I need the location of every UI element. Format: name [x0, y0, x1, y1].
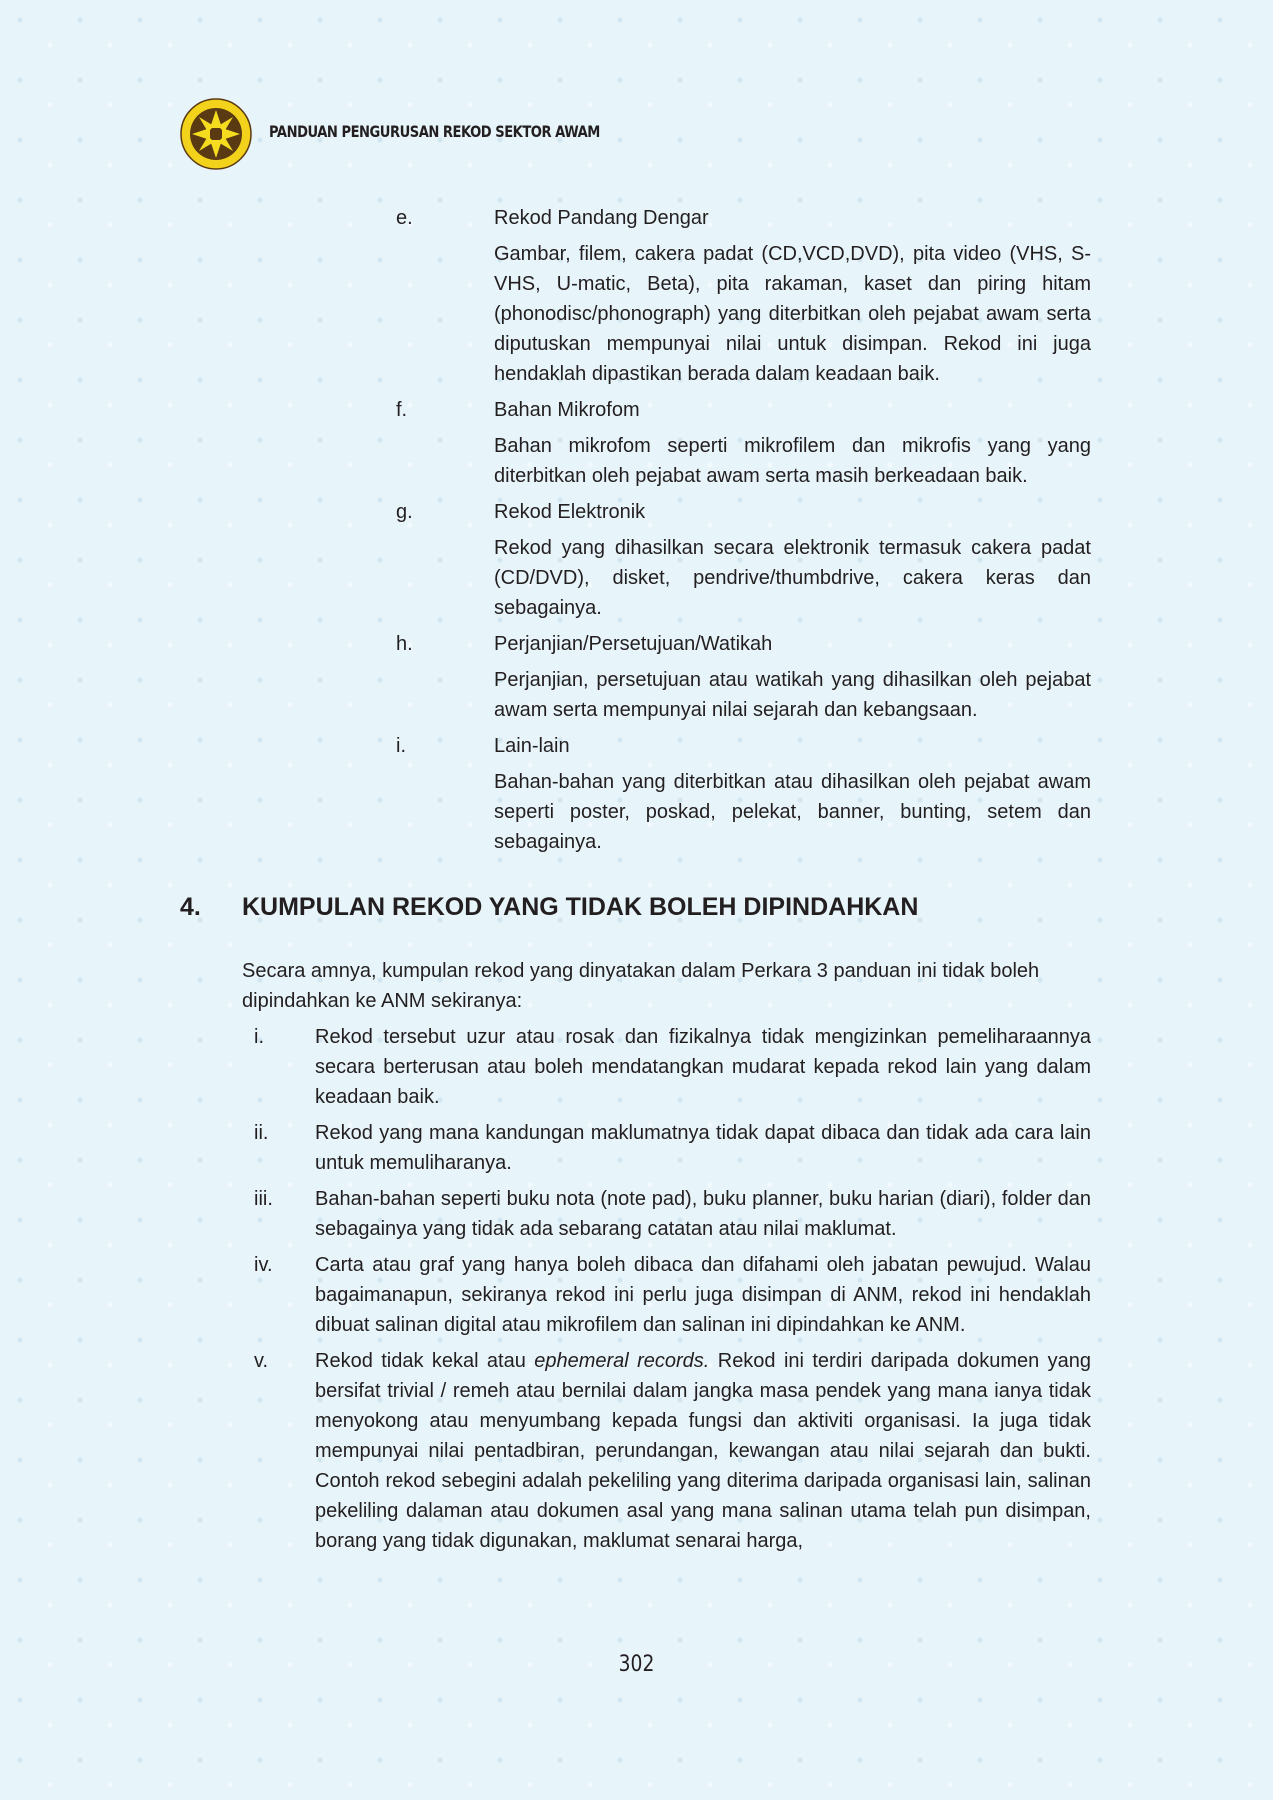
record-type-item [396, 731, 1091, 761]
list-item [242, 1022, 1091, 1112]
list-item-text: Carta atau graf yang hanya boleh dibaca dan difahami oleh jabatan pewujud. Walau bagaimanapun, sekiranya rekod ini perlu juga disimpan di ANM, rekod ini hendaklah dibuat salinan digital atau mikrofilem dan salinan ini dipindahkan ke ANM. [315, 1254, 1091, 1336]
record-type-item [396, 395, 1091, 425]
item-description: Bahan-bahan yang diterbitkan atau dihasilkan oleh pejabat awam seperti poster, poskad, pelekat, banner, bunting, setem dan sebagainya. [494, 771, 1091, 853]
exclusion-list [242, 1022, 1091, 1340]
item-label: e. [396, 207, 413, 229]
emphasis-text: ephemeral records. [534, 1350, 710, 1372]
list-item [242, 1118, 1091, 1178]
section-heading [180, 893, 918, 922]
list-item-text [315, 1346, 1091, 1556]
list-item-number: ii. [254, 1122, 269, 1144]
item-description: Perjanjian, persetujuan atau watikah yang dihasilkan oleh pejabat awam serta mempunyai nilai sejarah dan kebangsaan. [494, 669, 1091, 721]
item-title: Rekod Pandang Dengar [494, 207, 709, 229]
record-type-item [396, 497, 1091, 527]
item-title: Perjanjian/Persetujuan/Watikah [494, 633, 773, 655]
section-intro: Secara amnya, kumpulan rekod yang dinyatakan dalam Perkara 3 panduan ini tidak boleh dipindahkan ke ANM sekiranya: [242, 960, 1040, 1012]
item-title: Rekod Elektronik [494, 501, 646, 523]
list-item-number: iv. [254, 1254, 273, 1276]
list-item-text: Rekod yang mana kandungan maklumatnya tidak dapat dibaca dan tidak ada cara lain untuk memuliharanya. [315, 1122, 1091, 1174]
list-item [242, 1346, 1091, 1556]
list-item [242, 1250, 1091, 1340]
text-part: Rekod ini terdiri daripada dokumen yang bersifat trivial / remeh atau bernilai dalam jangka masa pendek yang mana ianya tidak menyokong atau menyumbang kepada fungsi dan aktiviti organisasi. Ia juga tidak mempunyai nilai pentadbiran, perundangan, kewangan atau nilai sejarah dan bukti. Contoh rekod sebegini adalah pekeliling yang diterima daripada organisasi lain, salinan pekeliling dalaman atau dokumen asal yang mana salinan utama telah pun disimpan, borang yang tidak digunakan, maklumat senarai harga, [315, 1350, 1091, 1552]
item-label: g. [396, 501, 413, 523]
item-description: Rekod yang dihasilkan secara elektronik termasuk cakera padat (CD/DVD), disket, pendrive/thumbdrive, cakera keras dan sebagainya. [494, 537, 1091, 619]
list-item-number: i. [254, 1026, 264, 1048]
item-title: Bahan Mikrofom [494, 399, 640, 421]
text-part: Rekod tidak kekal atau [315, 1350, 535, 1372]
arkib-negara-logo [180, 98, 252, 170]
item-label: i. [396, 735, 406, 757]
record-type-item [396, 629, 1091, 659]
item-label: f. [396, 399, 408, 421]
page-number: 302 [618, 1652, 655, 1677]
list-item-number: iii. [254, 1188, 273, 1210]
item-description: Gambar, filem, cakera padat (CD,VCD,DVD), pita video (VHS, S-VHS, U-matic, Beta), pita rakaman, kaset dan piring hitam (phonodisc/phonograph) yang diterbitkan oleh pejabat awam serta diputuskan mempunyai nilai untuk disimpan. Rekod ini juga hendaklah dipastikan berada dalam keadaan baik. [494, 243, 1091, 385]
record-type-item [396, 203, 1091, 233]
record-types-list [396, 203, 1091, 863]
list-item-number: v. [254, 1350, 269, 1372]
section-body [242, 956, 1091, 1562]
item-label: h. [396, 633, 413, 655]
item-description: Bahan mikrofom seperti mikrofilem dan mikrofis yang yang diterbitkan oleh pejabat awam serta masih berkeadaan baik. [494, 435, 1091, 487]
section-title: KUMPULAN REKOD YANG TIDAK BOLEH DIPINDAHKAN [242, 893, 919, 921]
list-item [242, 1184, 1091, 1244]
list-item-text: Bahan-bahan seperti buku nota (note pad), buku planner, buku harian (diari), folder dan sebagainya yang tidak ada sebarang catatan atau nilai maklumat. [315, 1188, 1091, 1240]
document-header-title: PANDUAN PENGURUSAN REKOD SEKTOR AWAM [269, 122, 600, 141]
item-title: Lain-lain [494, 735, 570, 757]
section-number: 4. [180, 893, 201, 921]
list-item-text: Rekod tersebut uzur atau rosak dan fizikalnya tidak mengizinkan pemeliharaannya secara berterusan atau boleh mendatangkan mudarat kepada rekod lain yang dalam keadaan baik. [315, 1026, 1091, 1108]
